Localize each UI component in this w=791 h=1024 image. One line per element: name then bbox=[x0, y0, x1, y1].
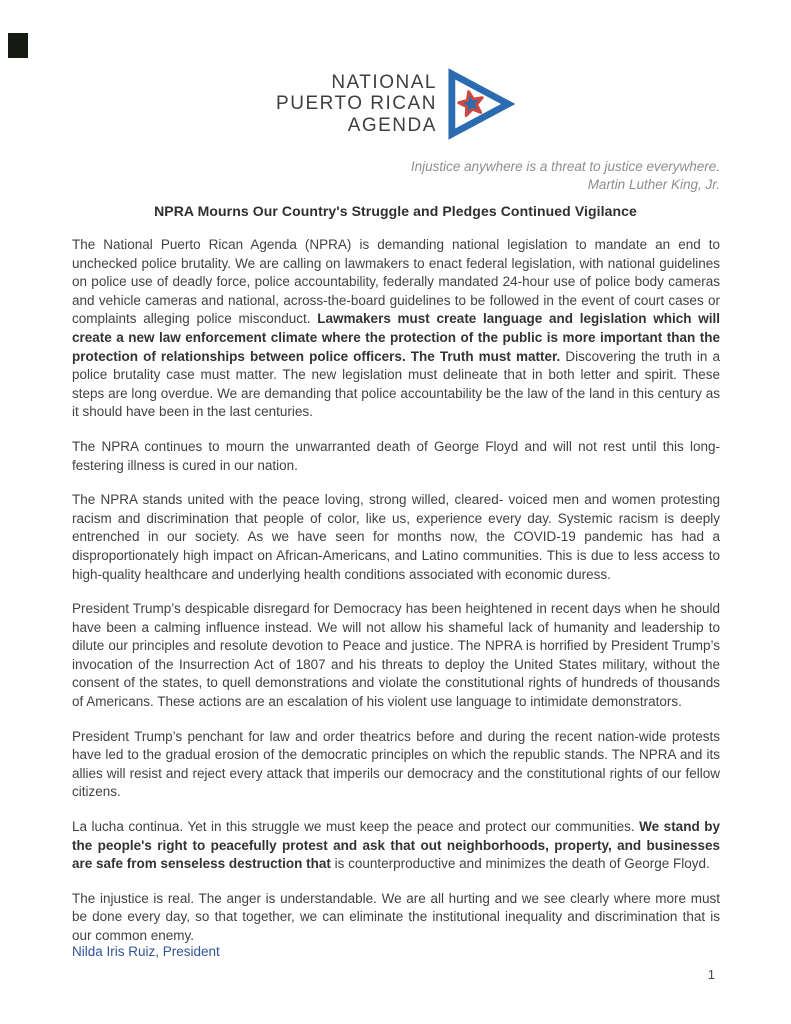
body-paragraph: The injustice is real. The anger is understandable. We are all hurting and we see clearly where more must be done every day, so that together, we can eliminate the institutional inequality and discrimination that is our common enemy. bbox=[72, 890, 720, 943]
npra-logo bbox=[0, 68, 791, 140]
npra-logo-wordmark bbox=[276, 72, 437, 137]
scan-artifact-mark bbox=[8, 33, 28, 58]
body-paragraph: The NPRA continues to mourn the unwarranted death of George Floyd and will not rest until this long-festering illness is cured in our nation. bbox=[72, 438, 720, 473]
signature-line: Nilda Iris Ruiz, President bbox=[72, 944, 220, 959]
body-paragraph: President Trump’s despicable disregard for Democracy has been heightened in recent days when he should have been a calming influence instead. We will not allow his shameful lack of humanity and leadership to dilute our principles and resolute devotion to Peace and justice. The NPRA is horrified by President Trump’s invocation of the Insurrection Act of 1807 and his threats to deploy the United States military, without the consent of the states, to quell demonstrations and violate the constitutional rights of hundreds of thousands of Americans. These actions are an escalation of his violent use language to intimidate demonstrators. bbox=[72, 601, 720, 710]
triangle-star-icon bbox=[447, 68, 515, 140]
body-paragraph: La lucha continua. Yet in this struggle we must keep the peace and protect our communities. We stand by the people's right to peacefully protest and ask that out neighborhoods, property, and businesses are safe from senseless destruction that is counterproductive and minimizes the death of George Floyd. bbox=[72, 819, 720, 872]
logo-line-1: NATIONAL bbox=[331, 71, 437, 93]
quote-attribution: Martin Luther King, Jr. bbox=[587, 176, 720, 192]
quote-text: Injustice anywhere is a threat to justice everywhere. bbox=[410, 159, 720, 174]
document-title: NPRA Mourns Our Country's Struggle and Pledges Continued Vigilance bbox=[154, 203, 637, 219]
epigraph-quote bbox=[411, 158, 720, 193]
body-paragraph: The National Puerto Rican Agenda (NPRA) is demanding national legislation to mandate an end to unchecked police brutality. We are calling on lawmakers to enact federal legislation, with national guidelines on police use of deadly force, police accountability, federally mandated 24-hour use of police body cameras and vehicle cameras and national, across-the-board guidelines to be followed in the event of court cases or complaints alleging police misconduct. Lawmakers must create language and legislation which will create a new law enforcement climate where the protection of the public is more important than the protection of relationships between police officers. The Truth must matter. Discovering the truth in a police brutality case must matter. The new legislation must delineate that in both letter and spirit. These steps are long overdue. We are demanding that police accountability be the law of the land in this century as it should have been in the last centuries. bbox=[72, 237, 720, 420]
logo-line-2: PUERTO RICAN bbox=[276, 93, 437, 115]
page-number: 1 bbox=[707, 967, 715, 982]
body-paragraph: President Trump’s penchant for law and order theatrics before and during the recent nation-wide protests have led to the gradual erosion of the democratic principles on which the republic stands. The NPRA and its allies will resist and reject every attack that imperils our democracy and the constitutional rights of our fellow citizens. bbox=[72, 728, 720, 800]
logo-line-3: AGENDA bbox=[347, 114, 437, 136]
document-body bbox=[72, 236, 720, 962]
body-paragraph: The NPRA stands united with the peace loving, strong willed, cleared- voiced men and women protesting racism and discrimination that people of color, like us, experience every day. Systemic racism is deeply entrenched in our society. As we have seen for months now, the COVID-19 pandemic has had a disproportionately high impact on African-Americans, and Latino communities. This is due to less access to high-quality healthcare and underlying health conditions associated with economic duress. bbox=[72, 492, 720, 582]
